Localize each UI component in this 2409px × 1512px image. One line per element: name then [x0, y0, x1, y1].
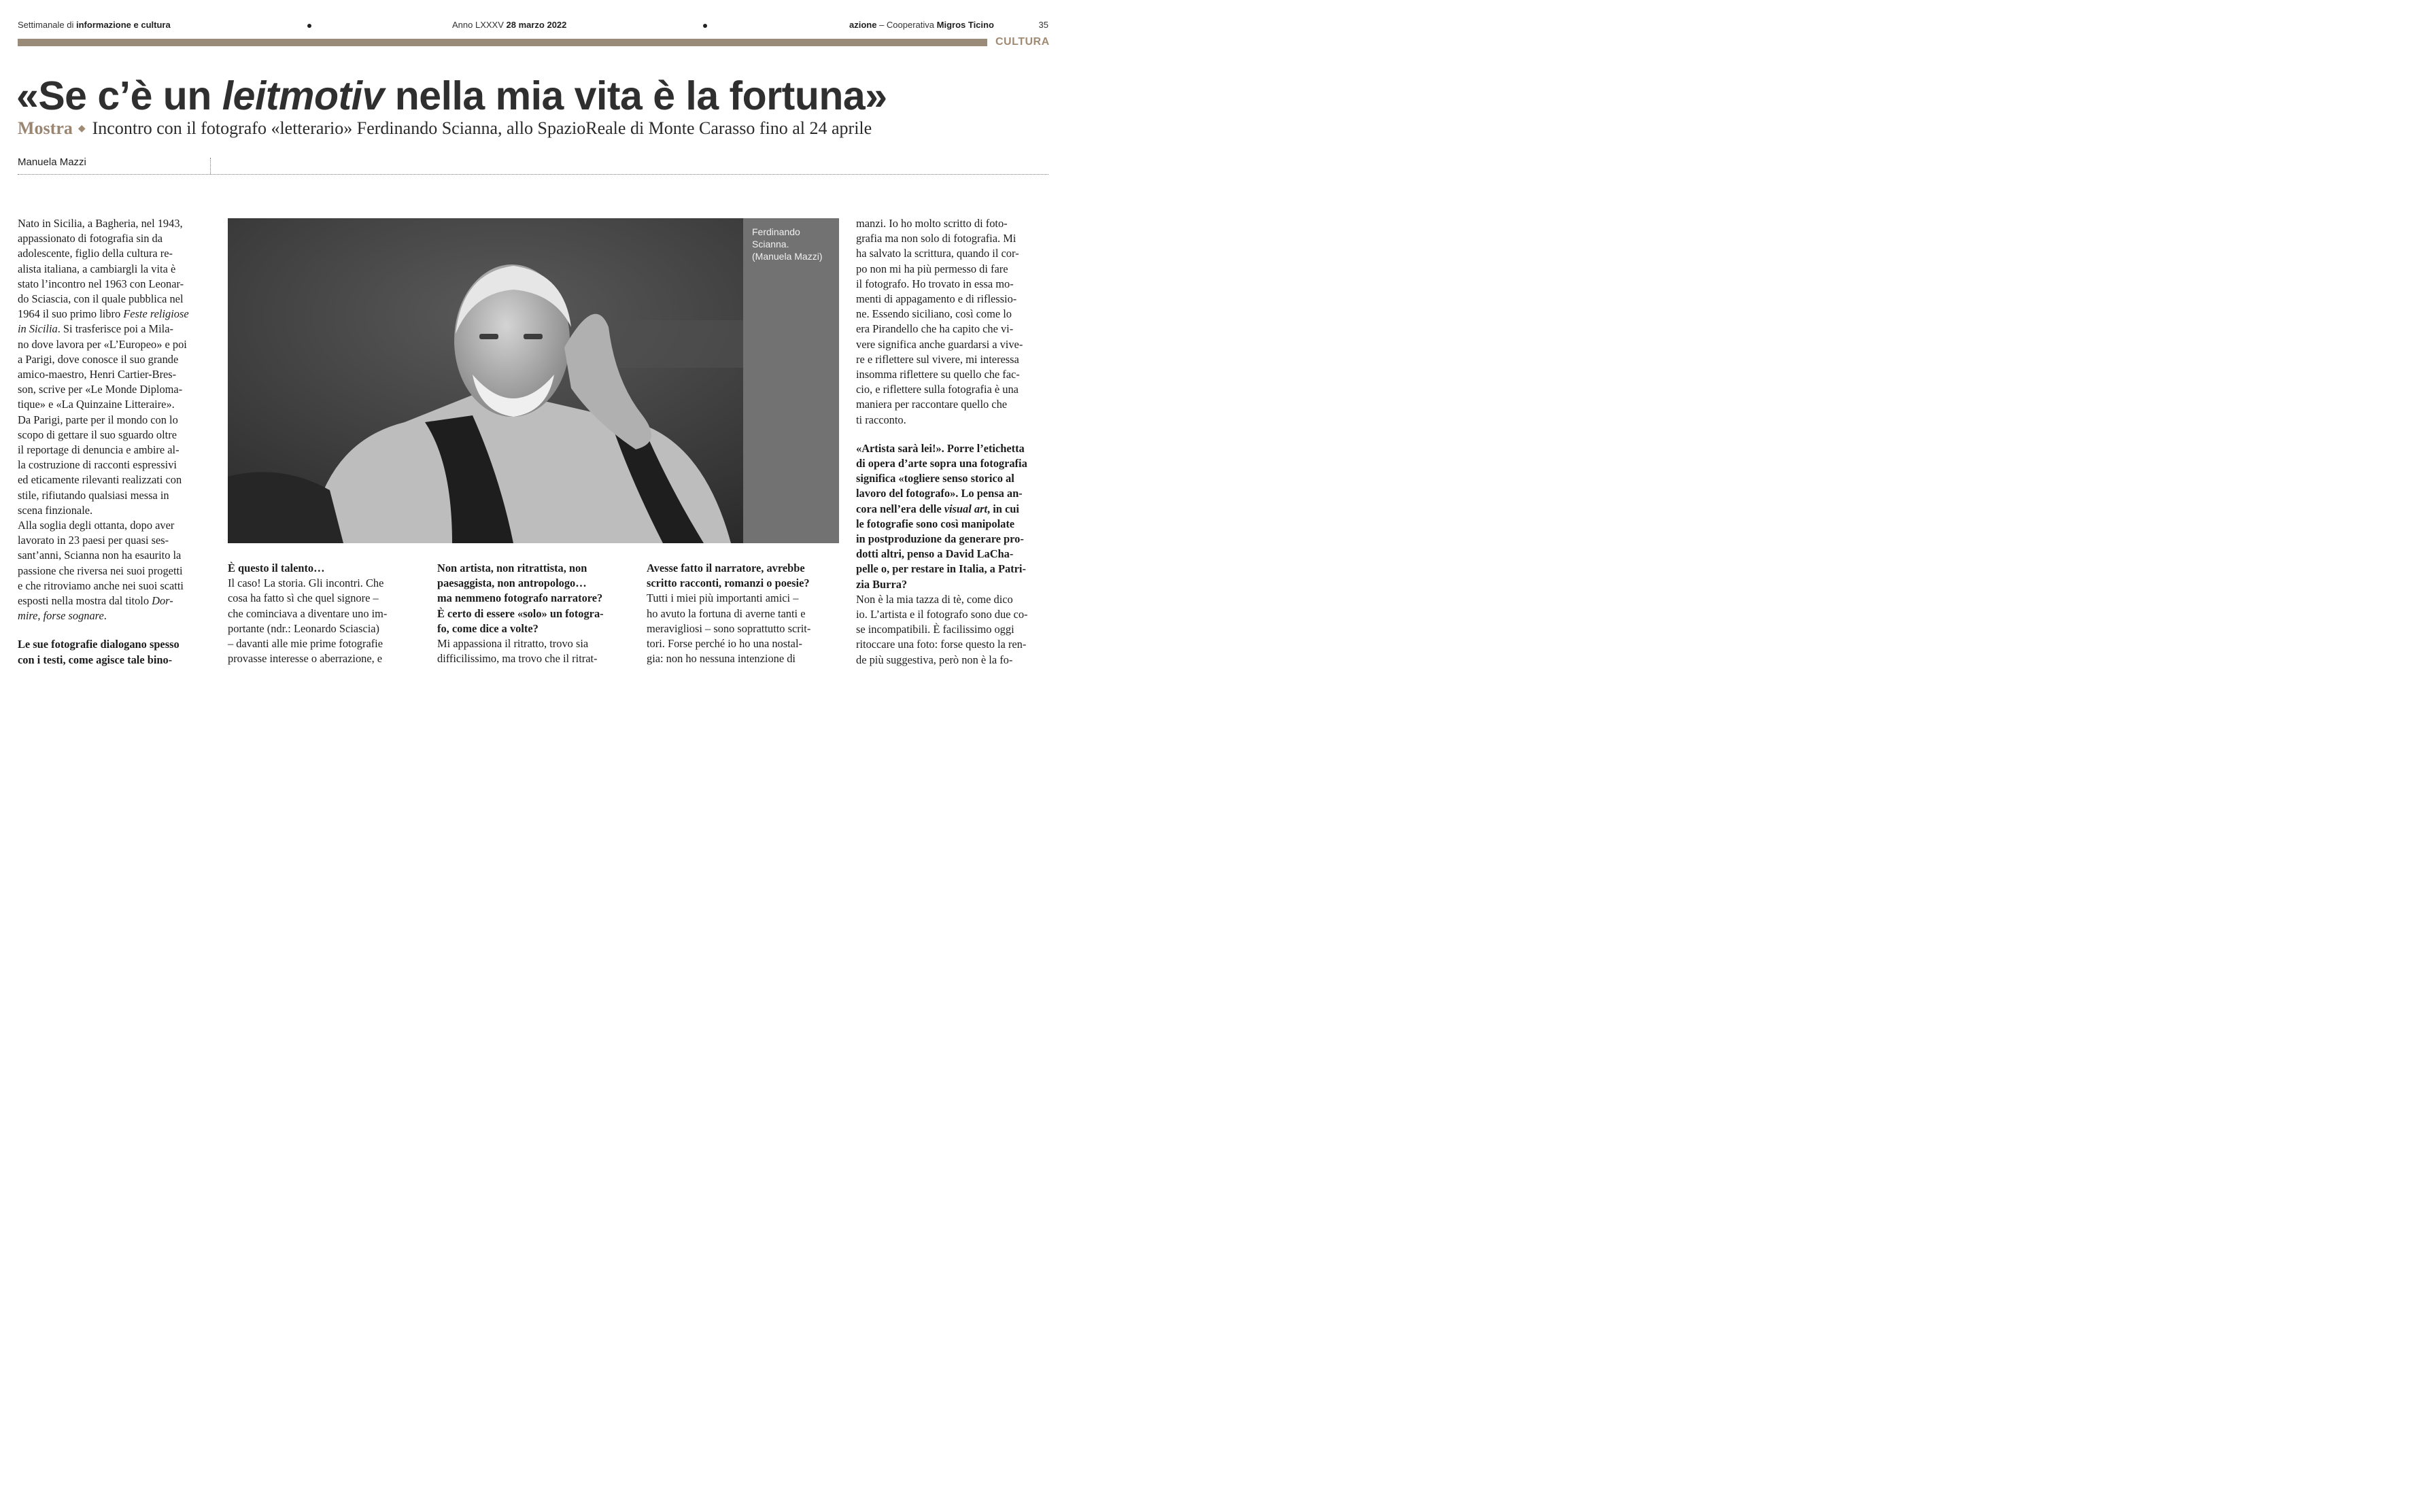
masthead [18, 20, 1048, 32]
paragraph: Non è la mia tazza di tè, come dico io. L’artista e il fotografo sono due co- se incompatibili. È facilissimo oggi ritoccare una foto: forse questo la ren- de più suggestiva, però non è la fo- [856, 592, 1028, 666]
text-run: Alla soglia degli ottanta, dopo aver lavorato in 23 paesi per quasi ses- sant’anni, Scianna non ha esaurito la passione che riversa nei suoi progetti e che ritroviamo anche nei suoi scatti esposti nella mostra dal titolo [18, 519, 184, 608]
section-rule [18, 39, 987, 46]
article-column-2 [228, 561, 425, 666]
subheadline [18, 118, 872, 139]
masthead-publisher-mid: – Cooperativa [876, 20, 937, 30]
masthead-publication [18, 20, 171, 30]
byline: Manuela Mazzi [18, 156, 86, 168]
subheadline-text: Incontro con il fotografo «letterario» Ferdinando Scianna, allo SpazioReale di Monte Carasso fino al 24 aprile [92, 118, 872, 138]
article-column-5 [856, 216, 1048, 668]
exhibition-title: Dor- mire, forse sognare [18, 594, 173, 623]
text-run: , in cui le fotografie sono così manipolate in postproduzione da generare pro- dotti altri, penso a David LaCha- pelle o, per restare in Italia, a Patri- zia Burra? [856, 502, 1026, 591]
masthead-issue [452, 20, 566, 30]
paragraph: Il caso! La storia. Gli incontri. Che cosa ha fatto sì che quel signore – che cominciava a diventare uno im- portante (ndr.: Leonardo Sciascia) – davanti alle mie prime fotografie provasse interesse o aberrazione, e [228, 577, 388, 666]
text-run: Nato in Sicilia, a Bagheria, nel 1943, appassionato di fotografia sin da adolescente, figlio della cultura re- alista italiana, a cambiargli la vita è stato l’incontro nel 1963 con Leonar- do Sciascia, con il quale pubblica nel 1964 il suo primo libro [18, 217, 184, 321]
headline [16, 73, 887, 119]
interview-question: Avesse fatto il narratore, avrebbe scritto racconti, romanzi o poesie? [647, 562, 810, 590]
page-number: 35 [1038, 20, 1048, 30]
paragraph [18, 216, 212, 518]
masthead-publisher [849, 20, 994, 30]
bullet-dot-icon [307, 24, 311, 28]
masthead-publication-bold: informazione e cultura [76, 20, 171, 30]
masthead-issue-date: 28 marzo 2022 [506, 20, 567, 30]
photo-caption-box [743, 218, 839, 543]
headline-part-1: «Se c’è un [16, 73, 222, 118]
interview-question [856, 441, 1048, 592]
interview-question: È questo il talento… [228, 562, 325, 574]
interview-question: Le sue fotografie dialogano spesso con i testi, come agisce tale bino- [18, 638, 180, 666]
headline-italic: leitmotiv [222, 73, 384, 118]
text-run: «Artista sarà lei!». Porre l’etichetta di opera d’arte sopra una fotografia significa «togliere senso storico al lavoro del fotografo». Lo pensa an- cora nell’era delle [856, 441, 1027, 515]
interview-question: Non artista, non ritrattista, non paesaggista, non antropologo… ma nemmeno fotografo narratore? È certo di essere «solo» un fotogra- fo, come dice a volte? [437, 562, 604, 635]
spacer [856, 428, 1048, 441]
diamond-icon: ◆ [78, 124, 86, 134]
section-label: CULTURA [995, 36, 1050, 48]
article-column-4 [647, 561, 845, 666]
byline-separator [210, 158, 211, 174]
text-run: . Si trasferisce poi a Mila- no dove lavora per «L’Europeo» e poi a Parigi, dove conosce il suo grande amico-maestro, Henri Cartier-Bres- son, scrive per «Le Monde Diploma- tique» e «La Quinzaine Litteraire». Da Parigi, parte per il mondo con lo scopo di gettare il suo sguardo oltre il reportage di denuncia e ambire al- la costruzione di racconti espressivi ed eticamente rilevanti realizzati con stile, rifiutando qualsiasi messa in scena finzionale. [18, 322, 187, 517]
kicker: Mostra [18, 118, 73, 138]
masthead-publication-prefix: Settimanale di [18, 20, 76, 30]
photo-caption: Ferdinando Scianna. (Manuela Mazzi) [752, 226, 823, 262]
paragraph [18, 518, 212, 623]
byline-rule [18, 174, 1048, 175]
bullet-dot-icon [703, 24, 707, 28]
masthead-publisher-name: azione [849, 20, 877, 30]
italic-term: visual art [944, 502, 988, 515]
headline-part-2: nella mia vita è la fortuna» [383, 73, 887, 118]
masthead-publisher-coop: Migros Ticino [936, 20, 994, 30]
article-column-3 [437, 561, 634, 666]
paragraph: Tutti i miei più importanti amici – ho avuto la fortuna di averne tanti e meravigliosi – sono soprattutto scrit- tori. Forse perché io ho una nostal- gia: non ho nessuna intenzione di [647, 591, 811, 666]
paragraph: Mi appassiona il ritratto, trovo sia difficilissimo, ma trovo che il ritrat- [437, 637, 598, 666]
paragraph: manzi. Io ho molto scritto di foto- grafia ma non solo di fotografia. Mi ha salvato la scrittura, quando il cor- po non mi ha più permesso di fare il fotografo. Ho trovato in essa mo- menti di appagamento e di riflessio- ne. Essendo siciliano, così come lo era Pirandello che ha capito che vi- vere significa anche guardarsi a vive- re e riflettere sul vivere, mi interessa insomma riflettere su quello che fac- cio, e riflettere sulla fotografia è una maniera per raccontare quello che ti racconto. [856, 217, 1023, 426]
article-column-1 [18, 216, 212, 668]
text-run: . [103, 609, 107, 623]
spacer [18, 623, 212, 637]
book-title: Feste religiose in Sicilia [18, 307, 189, 336]
masthead-issue-year: Anno LXXXV [452, 20, 507, 30]
